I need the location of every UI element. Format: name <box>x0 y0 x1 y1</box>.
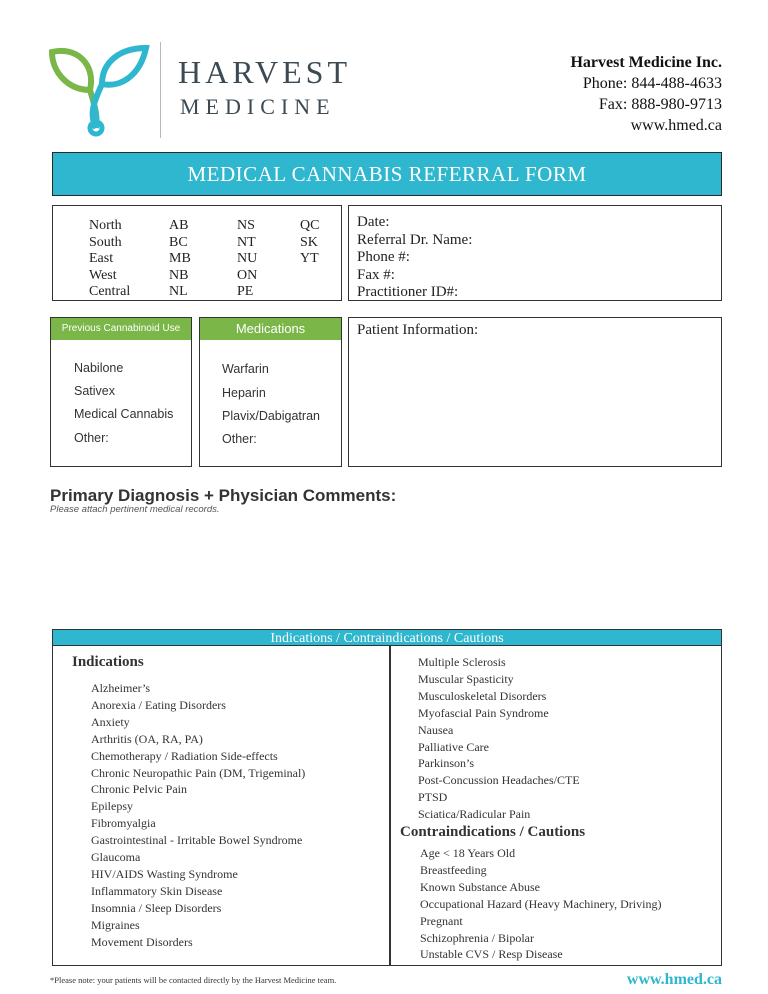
indication-item: Muscular Spasticity <box>418 671 514 686</box>
medication-item[interactable]: Heparin <box>222 386 266 400</box>
indication-item: Myofascial Pain Syndrome <box>418 705 549 720</box>
indication-item: Chemotherapy / Radiation Side-effects <box>91 748 278 763</box>
patient-info-box[interactable] <box>348 317 722 467</box>
contraindications-list <box>420 845 661 963</box>
contraindication-item: Occupational Hazard (Heavy Machinery, Driving) <box>420 896 662 911</box>
form-title: MEDICAL CANNABIS REFERRAL FORM <box>52 152 722 196</box>
fax-field[interactable]: Fax #: <box>357 266 395 283</box>
phone-field[interactable]: Phone #: <box>357 249 410 265</box>
practitioner-id-field[interactable]: Practitioner ID#: <box>357 284 459 300</box>
indication-item: Post-Concussion Headaches/CTE <box>418 773 580 788</box>
indication-item: Arthritis (OA, RA, PA) <box>91 731 203 746</box>
contraindication-item: Known Substance Abuse <box>420 879 540 894</box>
indication-item: Anorexia / Eating Disorders <box>91 697 226 712</box>
province-option[interactable]: YT <box>300 251 319 266</box>
province-option[interactable]: SK <box>300 234 318 250</box>
company-phone: Phone: 844-488-4633 <box>582 75 722 92</box>
indication-item: Migraines <box>91 917 140 932</box>
indication-item: Gastrointestinal - Irritable Bowel Syndrome <box>91 833 303 848</box>
indication-item: Anxiety <box>91 714 130 729</box>
indication-item: Palliative Care <box>418 739 489 754</box>
province-option[interactable]: NL <box>169 284 188 299</box>
province-option[interactable]: QC <box>300 218 320 233</box>
previous-use-item[interactable]: Medical Cannabis <box>74 407 174 421</box>
indication-item: Nausea <box>418 722 454 737</box>
indications-bar: Indications / Contraindications / Cautions <box>52 629 722 646</box>
indication-item: PTSD <box>418 790 448 805</box>
indication-item: Epilepsy <box>91 799 133 814</box>
indication-item: Alzheimer’s <box>91 681 151 695</box>
footer-note: *Please note: your patients will be contacted directly by the Harvest Medicine team. <box>50 975 337 985</box>
indication-item: Insomnia / Sleep Disorders <box>91 900 222 915</box>
company-contact <box>570 52 722 136</box>
indication-item: Musculoskeletal Disorders <box>418 688 547 703</box>
region-column <box>89 218 130 301</box>
province-column-1 <box>169 218 191 301</box>
region-option[interactable]: Central <box>89 284 131 299</box>
patient-info-label: Patient Information: <box>357 322 479 338</box>
indication-item: Glaucoma <box>91 850 141 865</box>
contraindication-item: Unstable CVS / Resp Disease <box>420 947 563 962</box>
previous-use-item[interactable]: Sativex <box>74 384 115 398</box>
medication-item[interactable]: Plavix/Dabigatran <box>222 409 320 423</box>
indications-heading: Indications <box>72 654 144 670</box>
province-option[interactable]: NS <box>237 218 255 233</box>
province-column-3 <box>300 218 319 268</box>
region-option[interactable]: West <box>89 267 117 283</box>
province-option[interactable]: NB <box>169 267 189 283</box>
previous-use-header: Previous Cannabinoid Use <box>51 318 191 340</box>
indication-item: Sciatica/Radicular Pain <box>418 807 531 822</box>
indication-item: HIV/AIDS Wasting Syndrome <box>91 866 238 881</box>
brand-name-bottom: MEDICINE <box>180 94 336 119</box>
previous-use-item[interactable]: Nabilone <box>74 361 124 375</box>
referral-fields <box>357 214 472 302</box>
leaf-logo-icon <box>46 42 154 138</box>
brand-name-top: HARVEST <box>178 54 351 90</box>
indication-item: Movement Disorders <box>91 934 193 949</box>
footer-website-link[interactable]: www.hmed.ca <box>626 971 722 988</box>
province-option[interactable]: BC <box>169 234 188 250</box>
region-option[interactable]: South <box>89 234 122 250</box>
indications-list-left <box>91 680 305 951</box>
company-name: Harvest Medicine Inc. <box>570 54 722 71</box>
contraindication-item: Pregnant <box>420 913 463 928</box>
contraindications-heading: Contraindications / Cautions <box>400 824 586 840</box>
contraindication-item: Breastfeeding <box>420 862 487 877</box>
diagnosis-comment-area[interactable] <box>50 518 722 624</box>
indication-item: Fibromyalgia <box>91 816 156 831</box>
company-website[interactable]: www.hmed.ca <box>630 117 722 134</box>
province-option[interactable]: PE <box>237 284 254 299</box>
contraindication-item: Schizophrenia / Bipolar <box>420 930 534 945</box>
company-fax: Fax: 888-980-9713 <box>598 96 722 113</box>
indications-divider <box>389 646 391 965</box>
medications-header: Medications <box>200 318 341 340</box>
medication-item[interactable]: Warfarin <box>222 362 269 376</box>
date-field[interactable]: Date: <box>357 214 390 230</box>
referral-dr-name-field[interactable]: Referral Dr. Name: <box>357 231 473 248</box>
province-option[interactable]: NU <box>237 251 258 266</box>
indication-item: Chronic Pelvic Pain <box>91 782 187 797</box>
contraindication-item: Age < 18 Years Old <box>420 846 516 860</box>
province-column-2 <box>237 218 257 301</box>
region-option[interactable]: North <box>89 218 122 233</box>
indication-item: Parkinson’s <box>418 756 475 771</box>
province-option[interactable]: MB <box>169 251 191 266</box>
region-option[interactable]: East <box>89 251 114 266</box>
indication-item: Chronic Neuropathic Pain (DM, Trigeminal) <box>91 765 306 780</box>
diagnosis-subtext: Please attach pertinent medical records. <box>50 504 220 515</box>
previous-use-other[interactable]: Other: <box>74 431 109 445</box>
province-option[interactable]: ON <box>237 267 258 283</box>
province-option[interactable]: NT <box>237 234 256 250</box>
indication-item: Inflammatory Skin Disease <box>91 883 223 898</box>
logo-divider <box>160 42 161 138</box>
indication-item: Multiple Sclerosis <box>418 655 506 669</box>
indications-list-right <box>418 654 580 823</box>
province-option[interactable]: AB <box>169 218 189 233</box>
diagnosis-heading: Primary Diagnosis + Physician Comments: <box>50 486 397 505</box>
medication-other[interactable]: Other: <box>222 432 257 446</box>
